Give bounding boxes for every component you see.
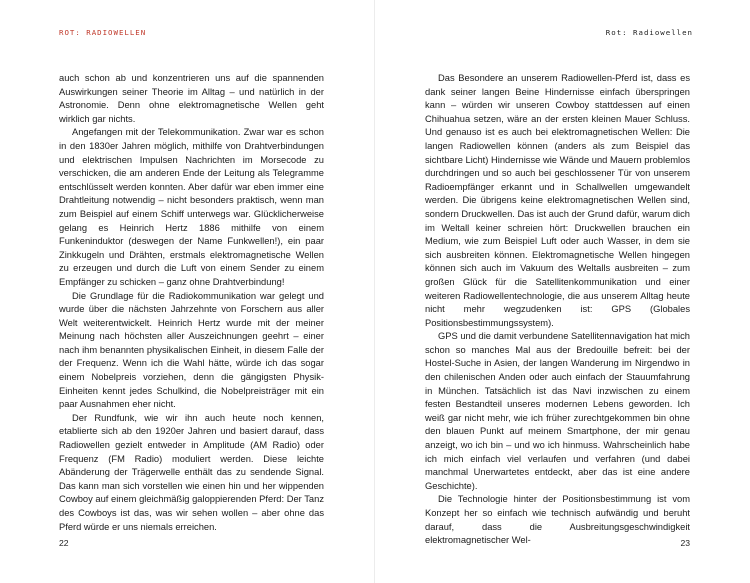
paragraph: auch schon ab und konzentrieren uns auf die spannenden Auswirkungen seiner Theorie im Alltag – und natürlich in der Astronomie. Denn ohne elektromagnetische Wellen geht wirklich gar nichts. [59,73,324,124]
paragraph: Angefangen mit der Telekommunikation. Zwar war es schon in den 1830er Jahren möglich, mithilfe von Drahtverbindungen und elektrischen Impulsen Nachrichten im Morsecode zu verschicken, die am anderen Ende der Leitung als Telegramme entschlüsselt werden konnten. Aber dafür war eben immer eine Drahtleitung notwendig – nicht besonders praktisch, wenn man zum Beispiel auf einem Schiff unterwegs war. Glücklicherweise gelang es Heinrich Hertz 1886 mithilfe von einem Funkeninduktor (deswegen der Name Funkwellen!), ein paar Zinkkugeln und Drähten, erstmals elektromagnetische Wellen zu erzeugen und durch die Luft von einem Sender zu einem Empfänger zu schicken – ganz ohne Drahtverbindung! [59,127,324,287]
running-head: Rot: Radiowellen [605,28,693,37]
paragraph: Der Rundfunk, wie wir ihn auch heute noch kennen, etablierte sich ab den 1920er Jahren und basiert darauf, dass Radiowellen gezielt entweder in Amplitude (AM Radio) oder Frequenz (FM Radio) moduliert werden. Diese leichte Abänderung der Trägerwelle enthält das zu sendende Signal. Das kann man sich vorstellen wie einen hin und her wippenden Cowboy auf einem gleichmäßig galoppierenden Pferd: Der Tanz des Cowboys ist das, was wir sehen wollen – aber ohne das Pferd würde er uns niemals erreichen. [59,412,324,532]
page-number: 23 [680,538,690,548]
right-page [375,0,750,583]
paragraph: Die Grundlage für die Radiokommunikation war gelegt und wurde über die nächsten Jahrzehnte von Forschern aus aller Welt weiterentwickelt. Heinrich Hertz wurde mit der meiner Meinung nach höchsten aller Auszeichnungen geehrt – einer nach ihm benannten physikalischen Einheit, in diesem Falle der der Frequenz. Wenn ich die Wahl hätte, würde ich das sogar einem Nobelpreis vorziehen, denn die gängigsten Physik-Einheiten kennt jedes Schulkind, die Nobelpreisträger mit ein paar Ausnahmen eher nicht. [59,290,324,410]
paragraph: Das Besondere an unserem Radiowellen-Pferd ist, dass es dank seiner langen Beine Hindernisse einfach überspringen kann – würden wir unseren Cowboy stattdessen auf einen Chihuahua setzen, wäre an der ersten kleinen Mauer Schluss. Und genauso ist es auch bei elektromagnetischen Wellen: Die langen Radiowellen können (anders als zum Beispiel das sichtbare Licht) Hindernisse wie Wände und Mauern problemlos durchdringen und so auch bei geschlossener Tür von unserem Radioempfänger erkannt und in Schallwellen umgewandelt werden. Die übrigens keine elektromagnetischen Wellen sind, sondern Druckwellen. Das ist auch der Grund dafür, warum dich im Weltall keiner schreien hört: Druckwellen brauchen ein Medium, wie zum Beispiel Luft oder auch Wasser, in dem sie sich ausbreiten können. Elektromagnetische Wellen hingegen können sich auch im Vakuum des Weltalls ausbreiten – zum großen Glück für die Satellitenkommunikation und einer weiteren Radiowellentechnologie, die aus unserem Alltag heute nicht mehr wegzudenken ist: GPS (Globales Positionsbestimmungssystem). [425,73,690,328]
body-text [425,72,690,548]
paragraph: Die Technologie hinter der Positionsbestimmung ist vom Konzept her so einfach wie technisch aufwändig und beruht darauf, dass die Ausbreitungsgeschwindigkeit elektromagnetischer Wel- [425,494,690,546]
paragraph: GPS und die damit verbundene Satellitennavigation hat mich schon so manches Mal aus der Bredouille befreit: bei der Hostel-Suche in Asien, der langen Wanderung im Nirgendwo in den chilenischen Anden oder auch einfach der Stauumfahrung in München. Tatsächlich ist das Navi inzwischen zu einem festen Bestandteil unseres modernen Lebens geworden. Ich weiß gar nicht mehr, wie ich früher zurechtgekommen bin ohne den blauen Punkt auf meinem Smartphone, der mir genau anzeigt, wo ich bin – und wo ich hinmuss. Wahrscheinlich habe ich mich einfach viel verlaufen und verfahren (und dabei manchmal Unerwartetes entdeckt, aber das ist eine andere Geschichte). [425,331,690,491]
running-head: ROT: RADIOWELLEN [59,28,147,37]
page-number: 22 [59,538,69,548]
body-text [59,72,324,534]
